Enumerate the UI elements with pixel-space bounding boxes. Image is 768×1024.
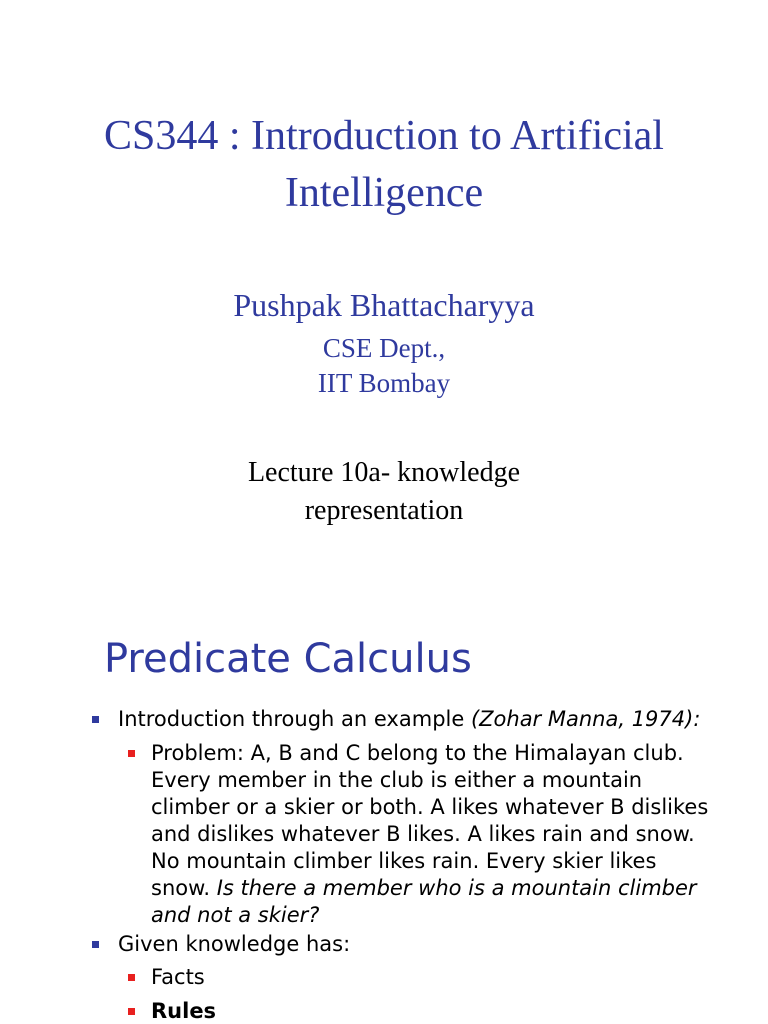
problem-line: No mountain climber likes rain. Every skier likes <box>151 849 657 873</box>
author-name: Pushpak Bhattacharyya <box>233 287 535 323</box>
square-bullet-icon <box>128 750 135 757</box>
lecture-subtitle-line1: Lecture 10a- knowledge <box>247 457 521 488</box>
problem-line: Every member in the club is either a mountain <box>151 768 643 792</box>
course-title <box>0 108 768 222</box>
lecture-subtitle <box>0 454 768 530</box>
bullet-intro-citation: (Zohar Manna, 1974): <box>470 707 701 731</box>
bullet-intro-text: Introduction through an example <box>118 707 471 731</box>
slide-title: Predicate Calculus <box>104 636 472 682</box>
department: CSE Dept., <box>322 333 446 363</box>
sub-bullet-rules <box>128 998 748 1024</box>
bullet-given-text: Given knowledge has: <box>118 932 351 956</box>
rules-label: Rules <box>151 999 217 1023</box>
facts-label: Facts <box>151 965 205 989</box>
course-title-line2: Intelligence <box>284 170 484 216</box>
bullet-item-given-knowledge <box>92 931 752 958</box>
problem-question: Is there a member who is a mountain climber <box>216 876 697 900</box>
square-bullet-icon <box>92 716 99 723</box>
problem-line: climber or a skier or both. A likes whatever B dislikes <box>151 795 709 819</box>
institute: IIT Bombay <box>317 368 451 398</box>
square-bullet-icon <box>128 1008 135 1015</box>
problem-line: Problem: A, B and C belong to the Himalayan club. <box>151 741 684 765</box>
sub-bullet-facts <box>128 964 748 991</box>
bullet-item-intro <box>92 706 752 733</box>
problem-line: and dislikes whatever B likes. A likes rain and snow. <box>151 822 695 846</box>
problem-line <box>151 875 748 902</box>
sub-bullet-problem <box>128 740 748 929</box>
square-bullet-icon <box>92 941 99 948</box>
course-title-line1: CS344 : Introduction to Artificial <box>104 113 664 159</box>
problem-text: snow. <box>151 876 217 900</box>
square-bullet-icon <box>128 974 135 981</box>
problem-question-end: and not a skier? <box>151 903 320 927</box>
lecture-subtitle-line2: representation <box>304 495 464 526</box>
